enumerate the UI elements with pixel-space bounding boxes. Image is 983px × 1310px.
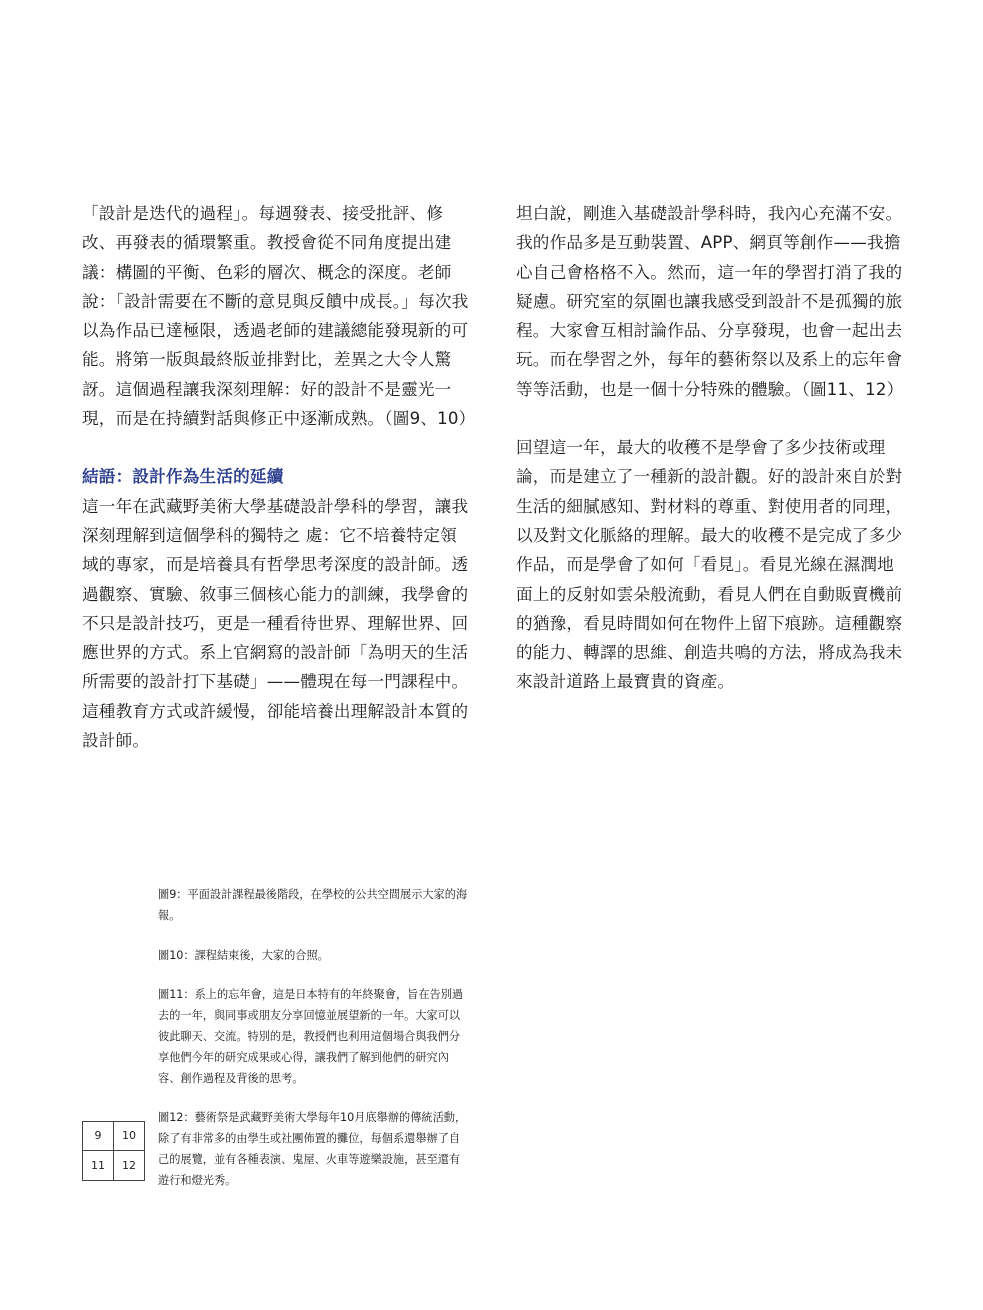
figure-index-grid	[82, 1121, 145, 1181]
caption-fig12: 圖12：藝術祭是武藏野美術大學每年10月底舉辦的傳統活動，除了有非常多的由學生或社團佈置的攤位，每個系還舉辦了自己的展覽，並有各種表演、鬼屋、火車等遊樂設施，甚至還有遊行和燈光秀。	[158, 1111, 467, 1187]
grid-divider	[83, 1150, 144, 1151]
caption-fig10: 圖10：課程結束後，大家的合照。	[158, 948, 329, 962]
right-column	[516, 199, 904, 697]
body-paragraph: 坦白說，剛進入基礎設計學科時，我內心充滿不安。我的作品多是互動裝置、APP、網頁等創作——我擔心自己會格格不入。然而，這一年的學習打消了我的疑慮。研究室的氛圍也讓我感受到設計不是孤獨的旅程。大家會互相討論作品、分享發現，也會一起出去玩。而在學習之外，每年的藝術祭以及系上的忘年會等等活動，也是一個十分特殊的體驗。（圖11、12）	[516, 204, 904, 399]
caption-fig11: 圖11：系上的忘年會，這是日本特有的年終聚會，旨在告別過去的一年，與同事或朋友分享回憶並展望新的一年。大家可以彼此聊天、交流。特別的是，教授們也利用這個場合與我們分享他們今年的研究成果或心得，讓我們了解到他們的研究內容、創作過程及背後的思考。	[158, 988, 464, 1085]
grid-cell: 11	[91, 1159, 105, 1172]
grid-cell: 10	[122, 1129, 136, 1142]
body-paragraph: 這一年在武藏野美術大學基礎設計學科的學習，讓我深刻理解到這個學科的獨特之 處：它不培養特定領域的專家，而是培養具有哲學思考深度的設計師。透過觀察、實驗、敘事三個核心能力的訓練，我學會的不只是設計技巧，更是一種看待世界、理解世界、回應世界的方式。系上官網寫的設計師「為明天的生活所需要的設計打下基礎」——體現在每一門課程中。這種教育方式或許緩慢，卻能培養出理解設計本質的設計師。	[82, 496, 469, 751]
section-heading: 結語：設計作為生活的延續	[82, 467, 284, 487]
caption-fig9: 圖9：平面設計課程最後階段，在學校的公共空間展示大家的海報。	[158, 888, 468, 922]
body-paragraph: 「設計是迭代的過程」。每週發表、接受批評、修改、再發表的循環繁重。教授會從不同角度提出建議：構圖的平衡、色彩的層次、概念的深度。老師說：「設計需要在不斷的意見與反饋中成長。」每次我以為作品已達極限，透過老師的建議總能發現新的可能。將第一版與最終版並排對比，差異之大令人驚訝。這個過程讓我深刻理解：好的設計不是靈光一現，而是在持續對話與修正中逐漸成熟。（圖9、10）	[82, 204, 476, 429]
grid-cell: 9	[94, 1129, 102, 1142]
left-column	[82, 199, 476, 755]
figure-captions	[158, 885, 468, 1211]
body-paragraph: 回望這一年，最大的收穫不是學會了多少技術或理論，而是建立了一種新的設計觀。好的設計來自於對生活的細膩感知、對材料的尊重、對使用者的同理，以及對文化脈絡的理解。最大的收穫不是完成了多少作品，而是學會了如何「看見」。看見光線在濕潤地面上的反射如雲朵般流動，看見人們在自動販賣機前的猶豫，看見時間如何在物件上留下痕跡。這種觀察的能力、轉譯的思維、創造共鳴的方法，將成為我未來設計道路上最寶貴的資產。	[516, 438, 903, 692]
grid-cell: 12	[122, 1159, 136, 1172]
